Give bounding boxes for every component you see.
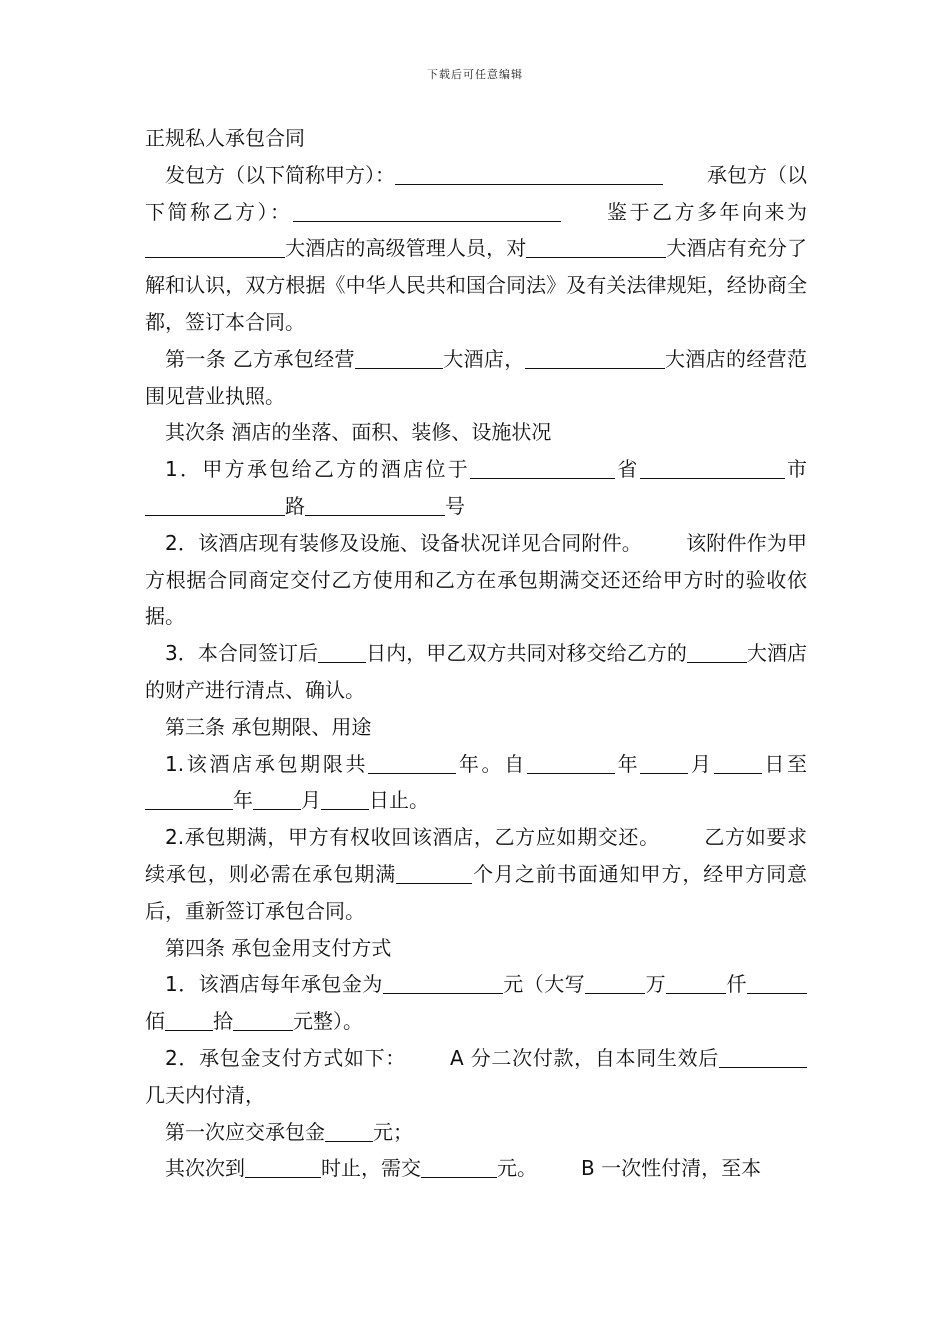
text: 日止。 xyxy=(369,788,429,813)
contract-body xyxy=(145,120,807,1187)
blank-field[interactable] xyxy=(293,199,561,222)
blank-field[interactable] xyxy=(421,1155,497,1178)
blank-field[interactable] xyxy=(526,235,666,258)
text: 月 xyxy=(301,788,321,813)
blank-field[interactable] xyxy=(253,787,301,810)
blank-field[interactable] xyxy=(470,456,615,479)
text: 市 xyxy=(784,457,807,482)
text: 大酒店， xyxy=(442,346,525,371)
article-2-item-2 xyxy=(145,525,807,635)
article-3-title: 第三条 承包期限、用途 xyxy=(165,714,372,739)
text: 3．本合同签订后 xyxy=(165,641,319,666)
article-4-title: 第四条 承包金用支付方式 xyxy=(165,935,392,960)
text: 发包方（以下简称甲方）： xyxy=(165,162,395,187)
text: 元； xyxy=(373,1119,413,1144)
blank-field[interactable] xyxy=(165,1008,213,1031)
text: 拾 xyxy=(213,1009,233,1034)
text: 个月之前书面通知甲方，经甲方同意后，重新签订承包合同。 xyxy=(145,861,808,923)
text: 1.该酒店承包期限共 xyxy=(165,751,369,776)
text: 该附件作为甲方根据合同商定交付乙方使用和乙方在承包期满交还还给甲方时的验收依据。 xyxy=(145,530,807,629)
text: B 一次性付清，至本 xyxy=(581,1156,762,1181)
blank-field[interactable] xyxy=(719,1045,807,1068)
blank-field[interactable] xyxy=(525,346,665,369)
blank-field[interactable] xyxy=(395,162,663,185)
text: 承包方（以下简称乙方）： xyxy=(145,162,807,224)
blank-field[interactable] xyxy=(325,1119,373,1142)
article-4-item-2 xyxy=(145,1040,807,1114)
text: 省 xyxy=(615,457,640,482)
blank-field[interactable] xyxy=(585,971,645,994)
blank-field[interactable] xyxy=(355,346,443,369)
page-header: 下载后可任意编辑 xyxy=(427,68,523,81)
blank-field[interactable] xyxy=(318,640,366,663)
blank-field[interactable] xyxy=(396,861,472,884)
contract-title: 正规私人承包合同 xyxy=(145,126,305,150)
text: 几天内付清， xyxy=(145,1082,265,1107)
text: 年。自 xyxy=(456,751,527,776)
text: 大酒店的经营范围见营业执照。 xyxy=(145,346,808,408)
text: 佰 xyxy=(145,1009,165,1034)
text: 万 xyxy=(645,972,667,997)
text: 元整）。 xyxy=(293,1009,363,1034)
blank-field[interactable] xyxy=(687,640,747,663)
blank-field[interactable] xyxy=(145,787,233,810)
blank-field[interactable] xyxy=(383,971,503,994)
text: 号 xyxy=(445,493,465,518)
blank-field[interactable] xyxy=(714,751,762,774)
article-4-item-1 xyxy=(145,966,807,1040)
article-1 xyxy=(145,341,807,415)
text: 元。 xyxy=(497,1156,537,1181)
text: 仟 xyxy=(726,972,748,997)
parties-paragraph xyxy=(145,157,807,341)
text: 时止，需交 xyxy=(321,1156,421,1181)
article-3-item-2 xyxy=(145,819,807,929)
text: 乙方如要求续承包，则必需在承包期满 xyxy=(145,825,807,886)
blank-field[interactable] xyxy=(245,1155,321,1178)
first-payment xyxy=(145,1114,807,1151)
blank-field[interactable] xyxy=(233,1008,293,1031)
text: 2．该酒店现有装修及设施、设备状况详见合同附件。 xyxy=(165,530,642,555)
text: 大酒店的财产进行清点、确认。 xyxy=(145,641,808,702)
article-2-item-3 xyxy=(145,635,807,709)
text: 路 xyxy=(285,493,305,518)
text: 1．甲方承包给乙方的酒店位于 xyxy=(165,457,471,482)
article-3-item-1 xyxy=(145,746,807,820)
blank-field[interactable] xyxy=(145,493,285,516)
text: 日至 xyxy=(761,751,807,776)
text: 鉴于乙方多年向来为 xyxy=(604,199,807,224)
text: 年 xyxy=(233,788,253,813)
blank-field[interactable] xyxy=(321,787,369,810)
blank-field[interactable] xyxy=(368,751,456,774)
blank-field[interactable] xyxy=(527,751,615,774)
text: 1．该酒店每年承包金为 xyxy=(165,972,383,997)
text: 元（大写 xyxy=(502,972,586,997)
article-2-item-1 xyxy=(145,451,807,525)
text: 年 xyxy=(614,751,641,776)
blank-field[interactable] xyxy=(305,493,445,516)
text: 2.承包期满，甲方有权收回该酒店，乙方应如期交还。 xyxy=(165,825,660,850)
text: 第一次应交承包金 xyxy=(165,1119,325,1144)
blank-field[interactable] xyxy=(666,971,726,994)
text: 日内，甲乙双方共同对移交给乙方的 xyxy=(366,641,687,666)
text: 大酒店的高级管理人员，对 xyxy=(285,236,527,261)
text: 其次次到 xyxy=(165,1156,245,1181)
text: 月 xyxy=(688,751,714,776)
blank-field[interactable] xyxy=(145,235,285,258)
text: 第一条 乙方承包经营 xyxy=(165,346,355,371)
second-payment xyxy=(145,1150,807,1187)
article-2-title: 其次条 酒店的坐落、面积、装修、设施状况 xyxy=(165,420,552,445)
text: 大酒店有充分了解和认识，双方根据《中华人民共和国合同法》及有关法律规矩，经协商全都，签订本合同。 xyxy=(145,236,808,334)
blank-field[interactable] xyxy=(747,971,807,994)
text: 2．承包金支付方式如下： xyxy=(165,1045,406,1070)
blank-field[interactable] xyxy=(640,751,688,774)
blank-field[interactable] xyxy=(640,456,785,479)
text: A 分二次付款，自本同生效后 xyxy=(450,1045,719,1070)
